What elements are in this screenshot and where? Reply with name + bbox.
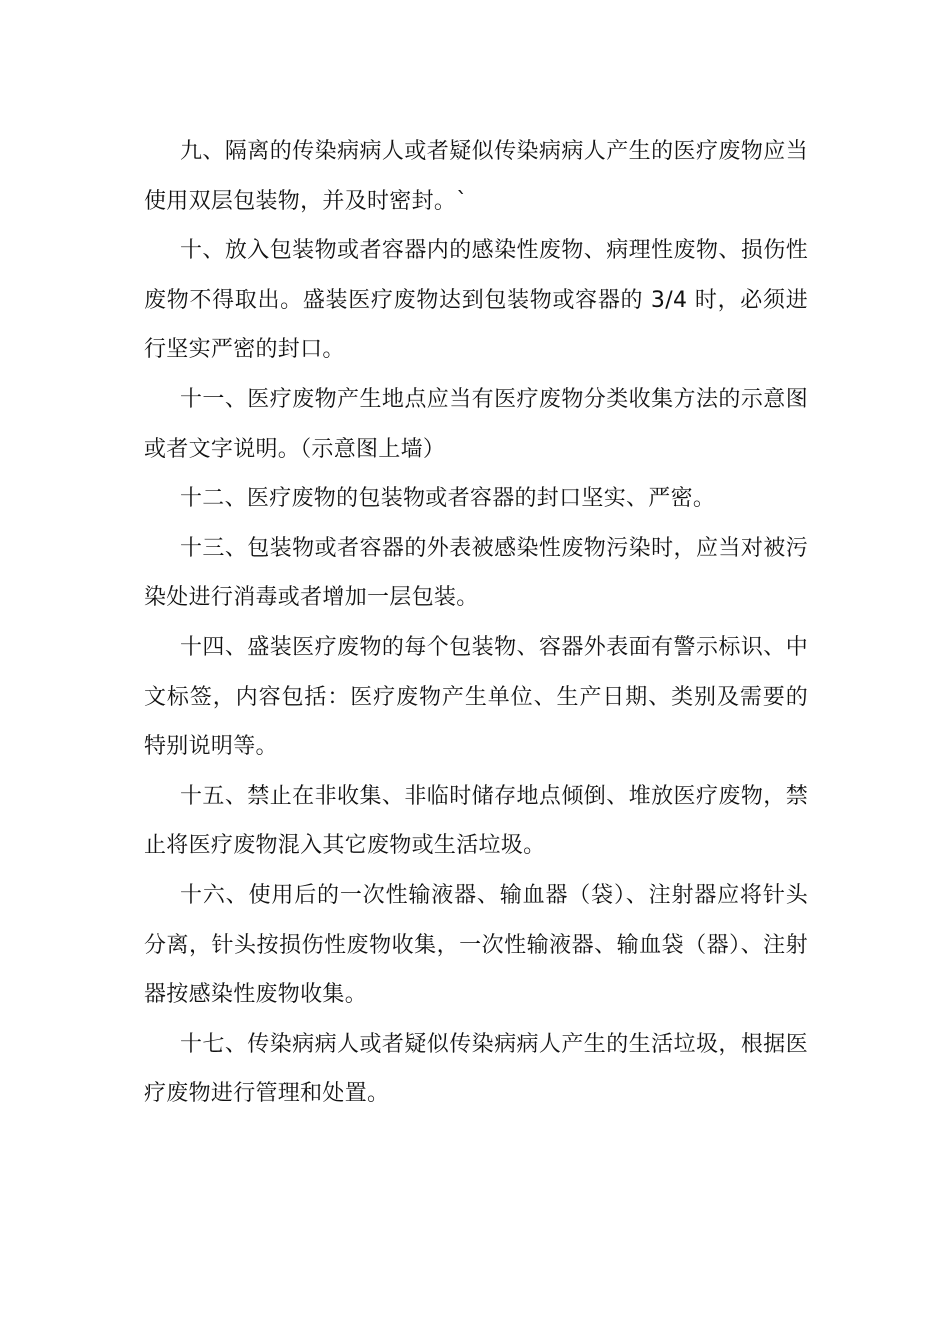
paragraph-9: 九、隔离的传染病病人或者疑似传染病病人产生的医疗废物应当使用双层包装物，并及时密封。` [144,139,808,214]
paragraph-10: 十、放入包装物或者容器内的感染性废物、病理性废物、损伤性废物不得取出。盛装医疗废物达到包装物或容器的 3/4 时，必须进行坚实严密的封口。 [144,238,808,363]
document-body [144,127,808,1119]
paragraph-13: 十三、包装物或者容器的外表被感染性废物污染时，应当对被污染处进行消毒或者增加一层包装。 [144,535,808,611]
paragraph-11: 十一、医疗废物产生地点应当有医疗废物分类收集方法的示意图或者文字说明。（示意图上墙） [144,386,808,462]
paragraph-12: 十二、医疗废物的包装物或者容器的封口坚实、严密。 [180,486,716,512]
paragraph-16: 十六、使用后的一次性输液器、输血器（袋）、注射器应将针头分离，针头按损伤性废物收集，一次性输液器、输血袋（器）、注射器按感染性废物收集。 [144,882,808,1008]
paragraph-15: 十五、禁止在非收集、非临时储存地点倾倒、堆放医疗废物，禁止将医疗废物混入其它废物或生活垃圾。 [144,783,808,859]
paragraph-17: 十七、传染病病人或者疑似传染病病人产生的生活垃圾，根据医疗废物进行管理和处置。 [144,1031,808,1107]
paragraph-14: 十四、盛装医疗废物的每个包装物、容器外表面有警示标识、中文标签，内容包括：医疗废物产生单位、生产日期、类别及需要的特别说明等。 [144,634,808,760]
